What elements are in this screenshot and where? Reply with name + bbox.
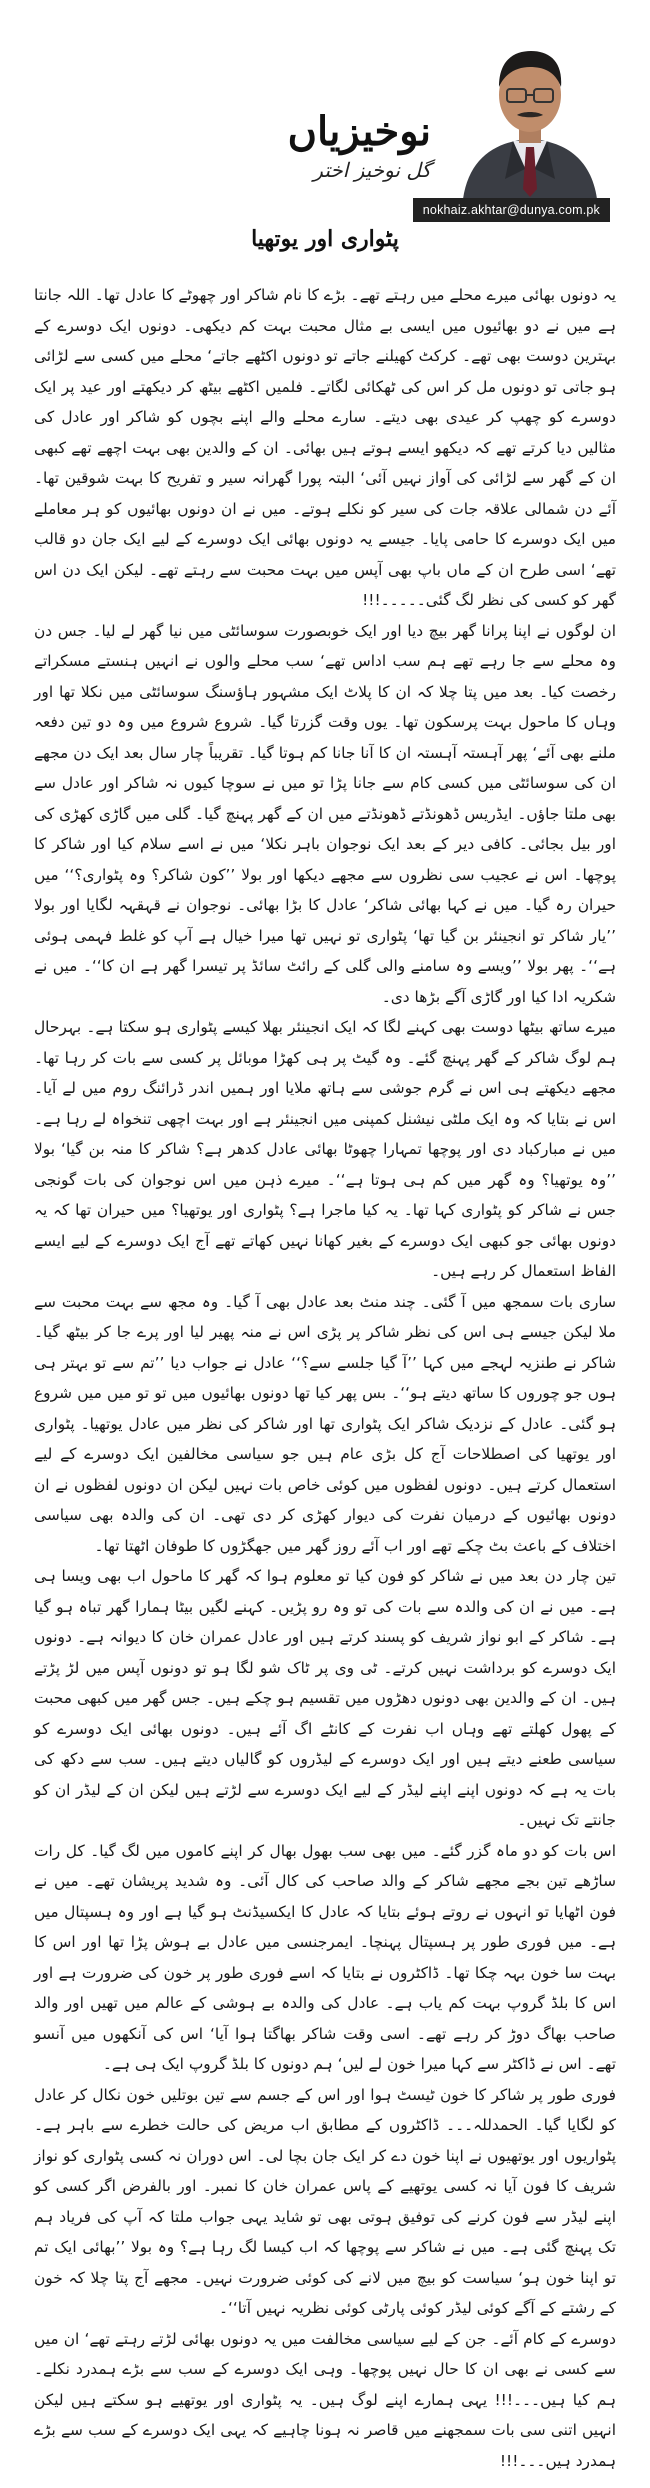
article-paragraph: اس بات کو دو ماہ گزر گئے۔ میں بھی سب بھول بھال کر اپنے کاموں میں لگ گیا۔ کل رات ساڑھے تین بجے مجھے شاکر کے والد صاحب کی کال آئی۔ وہ شدید پریشان تھے۔ میں نے فون اٹھایا تو انہوں نے روتے ہوئے بتایا کہ عادل کا ایکسیڈنٹ ہو گیا ہے اور وہ ہسپتال میں ہے۔ میں فوری طور پر ہسپتال پہنچا۔ ایمرجنسی میں عادل بے ہوش پڑا تھا اور اس کا بہت سا خون بہہ چکا تھا۔ ڈاکٹروں نے بتایا کہ اسے فوری طور پر خون کی ضرورت ہے اور اس کا بلڈ گروپ بہت کم یاب ہے۔ عادل کی والدہ بے ہوشی کے عالم میں تھیں اور والد صاحب بھاگ دوڑ کر رہے تھے۔ اسی وقت شاکر بھاگتا ہوا آیا‘ اس کی آنکھوں میں آنسو تھے۔ اس نے ڈاکٹر سے کہا میرا خون لے لیں‘ ہم دونوں کا بلڈ گروپ ایک ہی ہے۔ (34, 1841, 616, 2073)
article-paragraph: ساری بات سمجھ میں آ گئی۔ چند منٹ بعد عادل بھی آ گیا۔ وہ مجھ سے بہت محبت سے ملا لیکن جیسے ہی اس کی نظر شاکر پر پڑی اس نے منہ پھیر لیا اور پرے جا کر بیٹھ گیا۔ شاکر نے طنزیہ لہجے میں کہا ’’آ گیا جلسے سے؟‘‘ عادل نے جواب دیا ’’تم سے تو بہتر ہی ہوں جو چوروں کا ساتھ دیتے ہو‘‘۔ بس پھر کیا تھا دونوں بھائیوں میں تو تو میں میں شروع ہو گئی۔ عادل کے نزدیک شاکر ایک پٹواری تھا اور شاکر کی نظر میں عادل یوتھیا۔ پٹواری اور یوتھیا کی اصطلاحات آج کل بڑی عام ہیں جو سیاسی مخالفین ایک دوسرے کے لیے استعمال کرتے ہیں۔ دونوں لفظوں میں کوئی خاص بات نہیں لیکن ان دونوں لفظوں نے ان دونوں بھائیوں کے درمیان نفرت کی دیوار کھڑی کر دی تھی۔ ان کی والدہ بھی سیاسی اختلاف کے باعث بٹ چکے تھے اور اب آئے روز گھر میں جھگڑوں کا طوفان اٹھتا تھا۔ (34, 1292, 616, 1555)
author-name: گل نوخیز اختر (313, 158, 431, 182)
column-branding (231, 108, 431, 182)
author-portrait-icon (455, 29, 605, 199)
column-title: پٹواری اور یوتھیا (251, 226, 399, 252)
article-paragraph: فوری طور پر شاکر کا خون ٹیسٹ ہوا اور اس کے جسم سے تین بوتلیں خون نکال کر عادل کو لگایا گیا۔ الحمدللہ۔۔۔ ڈاکٹروں کے مطابق اب مریض کی حالت خطرے سے باہر ہے۔ پٹواریوں اور یوتھیوں نے اپنا خون دے کر ایک جان بچا لی۔ اس دوران نہ کسی پٹواری کو نواز شریف کا فون آیا نہ کسی یوتھیے کے پاس عمران خان کا نمبر۔ اور بالفرض اگر کسی کو اپنے لیڈر سے فون کرنے کی توفیق ہوتی بھی تو شاید یہی جواب ملتا کہ آپ کی فریاد ہم تک پہنچ گئی ہے۔ میں نے شاکر سے پوچھا کہ اب کیسا لگ رہا ہے؟ وہ بولا ’’بھائی ایک تم تو اپنا خون ہو‘ سیاست کو بیچ میں لانے کی کوئی ضرورت نہیں۔ مجھے آج پتا چلا کہ خون کے رشتے کے آگے کوئی لیڈر کوئی پارٹی کوئی نظریہ نہیں آتا‘‘۔ (34, 2085, 616, 2317)
article-paragraph: میرے ساتھ بیٹھا دوست بھی کہنے لگا کہ ایک انجینئر بھلا کیسے پٹواری ہو سکتا ہے۔ بہرحال ہم لوگ شاکر کے گھر پہنچ گئے۔ وہ گیٹ پر ہی کھڑا موبائل پر کسی سے بات کر رہا تھا۔ مجھے دیکھتے ہی اس نے گرم جوشی سے ہاتھ ملایا اور ہمیں اندر ڈرائنگ روم میں لے آیا۔ اس نے بتایا کہ وہ ایک ملٹی نیشنل کمپنی میں انجینئر ہے اور بہت اچھی تنخواہ لے رہا ہے۔ میں نے مبارکباد دی اور پوچھا تمہارا چھوٹا بھائی عادل کدھر ہے؟ شاکر کا منہ بن گیا‘ بولا ’’وہ یوتھیا؟ وہ گھر میں کم ہی ہوتا ہے‘‘۔ میرے ذہن میں اس نوجوان کی بات گونجی جس نے شاکر کو پٹواری کہا تھا۔ یہ کیا ماجرا ہے؟ پٹواری اور یوتھیا؟ میں حیران تھا کہ یہ دونوں بھائی جو کبھی ایک دوسرے کے بغیر کھانا نہیں کھاتے تھے آج ایک دوسرے کے لیے ایسے الفاظ استعمال کر رہے ہیں۔ (34, 1018, 616, 1280)
article-paragraph: تین چار دن بعد میں نے شاکر کو فون کیا تو معلوم ہوا کہ گھر کا ماحول اب بھی ویسا ہی ہے۔ میں نے ان کی والدہ سے بات کی تو وہ رو پڑیں۔ کہنے لگیں بیٹا ہمارا گھر تباہ ہو گیا ہے۔ شاکر کے ابو نواز شریف کو پسند کرتے ہیں اور عادل عمران خان کا دیوانہ ہے۔ دونوں ایک دوسرے کو برداشت نہیں کرتے۔ ٹی وی پر ٹاک شو لگا ہو تو دونوں آپس میں لڑ پڑتے ہیں۔ ان کے والدین بھی دونوں دھڑوں میں تقسیم ہو چکے ہیں۔ جس گھر میں کبھی محبت کے پھول کھلتے تھے وہاں اب نفرت کے کانٹے اگ آئے ہیں۔ دونوں بھائی ایک دوسرے کو سیاسی طعنے دیتے ہیں اور ایک دوسرے کے لیڈروں کو گالیاں دیتے ہیں۔ سب سے دکھ کی بات یہ ہے کہ دونوں اپنے اپنے لیڈر کے لیے ایک دوسرے سے لڑتے ہیں لیکن ان کے لیڈر ان کو جانتے تک نہیں۔ (34, 1567, 616, 1829)
article-body (34, 280, 616, 2476)
author-photo (450, 24, 610, 199)
column-name: نوخیزیاں (287, 108, 431, 155)
article-paragraph: دوسرے کے کام آئے۔ جن کے لیے سیاسی مخالفت میں یہ دونوں بھائی لڑتے رہتے تھے‘ ان میں سے کسی نے بھی ان کا حال نہیں پوچھا۔ وہی ایک دوسرے کے سب سے بڑے ہمدرد نکلے۔ ہم کیا ہیں۔۔۔!!! یہی ہمارے اپنے لوگ ہیں۔ یہ پٹواری اور یوتھیے ہو سکتے ہیں لیکن انہیں اتنی سی بات سمجھنے میں قاصر نہ ہونا چاہیے کہ یہی ایک دوسرے کے سب سے بڑے ہمدرد ہیں۔۔۔!!! (34, 2329, 616, 2470)
article-paragraph: یہ دونوں بھائی میرے محلے میں رہتے تھے۔ بڑے کا نام شاکر اور چھوٹے کا عادل تھا۔ اللہ جانتا ہے میں نے دو بھائیوں میں ایسی بے مثال محبت بہت کم دیکھی۔ دونوں ایک دوسرے کے بہترین دوست بھی تھے۔ کرکٹ کھیلنے جاتے تو دونوں اکٹھے جاتے‘ محلے میں کسی سے لڑائی ہو جاتی تو دونوں مل کر اس کی ٹھکائی لگاتے۔ فلمیں اکٹھے بیٹھ کر دیکھتے اور عید پر ایک دوسرے کو چھپ کر عیدی بھی دیتے۔ سارے محلے والے اپنے بچوں کو شاکر اور عادل کی مثالیں دیا کرتے تھے کہ دیکھو ایسے ہوتے ہیں بھائی۔ ان کے والدین بھی بہت اچھے تھے کبھی ان کے گھر سے لڑائی کی آواز نہیں آئی‘ البتہ پورا گھرانہ سیر و تفریح کا بہت شوقین تھا۔ آئے دن شمالی علاقہ جات کی سیر کو نکلے ہوتے۔ میں نے ان دونوں بھائیوں کو ہر معاملے میں ایک دوسرے کا حامی پایا۔ جیسے یہ دونوں بھائی ایک دوسرے کے لیے ایک جان دو قالب تھے‘ اسی طرح ان کے ماں باپ بھی آپس میں بہت محبت سے رہتے تھے۔ لیکن ایک دن اس گھر کو کسی کی نظر لگ گئی۔۔۔۔۔!!! (34, 286, 616, 609)
column-header (34, 18, 616, 238)
author-email[interactable]: nokhaiz.akhtar@dunya.com.pk (413, 198, 610, 222)
article-paragraph: ان لوگوں نے اپنا پرانا گھر بیچ دیا اور ایک خوبصورت سوسائٹی میں نیا گھر لے لیا۔ جس دن وہ محلے سے جا رہے تھے ہم سب اداس تھے‘ سب محلے والوں نے انہیں ہنستے مسکراتے رخصت کیا۔ بعد میں پتا چلا کہ ان کا پلاٹ ایک مشہور ہاؤسنگ سوسائٹی میں نکلا تھا اور وہاں کا ماحول بہت پرسکون تھا۔ یوں وقت گزرتا گیا۔ شروع شروع میں وہ دو تین دفعہ ملنے بھی آئے‘ پھر آہستہ آہستہ ان کا آنا جانا کم ہوتا گیا۔ تقریباً چار سال بعد ایک دن مجھے ان کی سوسائٹی میں کسی کام سے جانا پڑا تو میں نے سوچا کیوں نہ شاکر اور عادل سے بھی ملتا جاؤں۔ ایڈریس ڈھونڈتے ڈھونڈتے میں ان کے گھر پہنچ گیا۔ گلی میں گاڑی کھڑی کی اور بیل بجائی۔ کافی دیر کے بعد ایک نوجوان باہر نکلا‘ میں نے اسے سلام کیا اور شاکر کا پوچھا۔ اس نے عجیب سی نظروں سے مجھے دیکھا اور بولا ’’کون شاکر؟ وہ پٹواری؟‘‘ میں حیران رہ گیا۔ میں نے کہا بھائی شاکر‘ عادل کا بڑا بھائی۔ نوجوان نے قہقہہ لگایا اور بولا ’’یار شاکر تو انجینئر بن گیا تھا‘ پٹواری تو نہیں تھا میرا خیال ہے آپ کو غلط فہمی ہوئی ہے‘‘۔ پھر بولا ’’ویسے وہ سامنے والی گلی کے رائٹ سائڈ پر تیسرا گھر ہے ان کا‘‘۔ میں نے شکریہ ادا کیا اور گاڑی آگے بڑھا دی۔ (34, 621, 616, 1006)
title-row (34, 226, 616, 266)
